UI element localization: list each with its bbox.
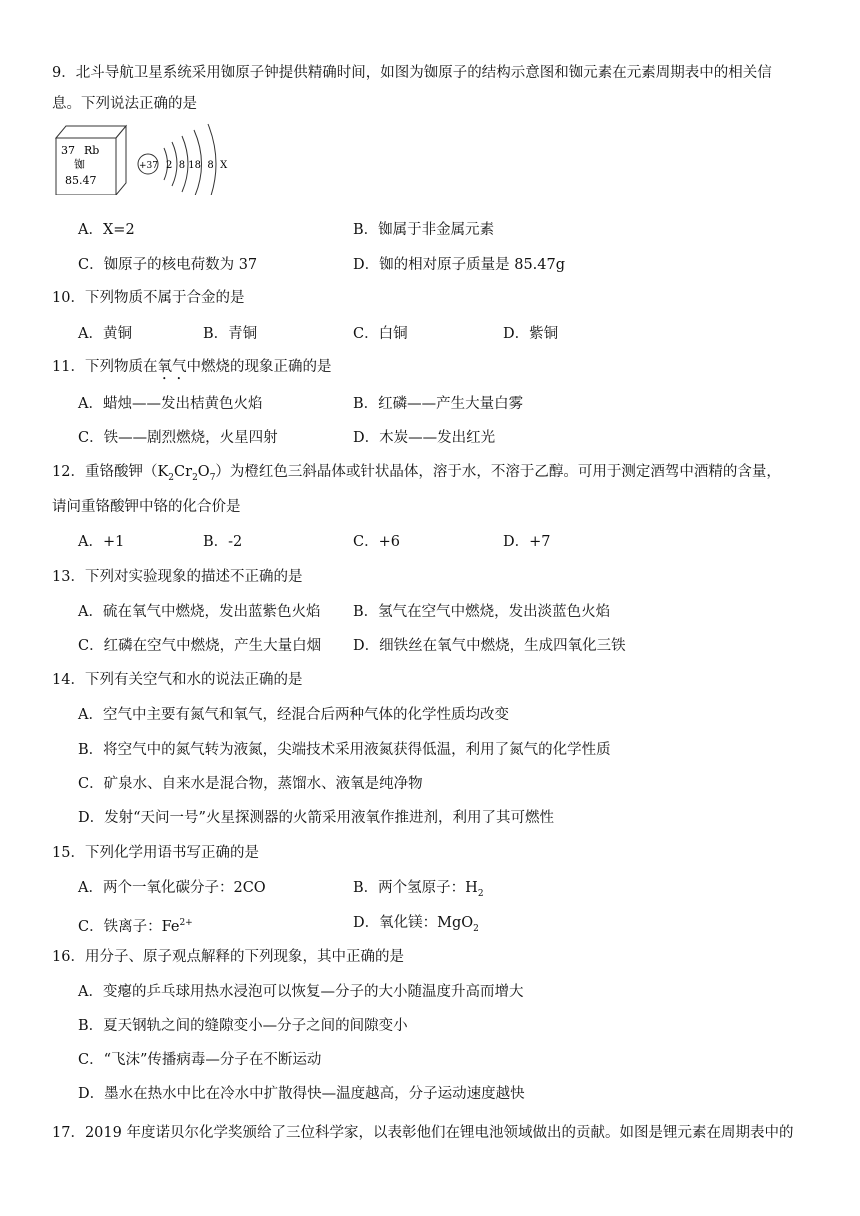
periodic-table-cell [56, 126, 126, 195]
q11-stem-post: 中燃烧的现象正确的是 [186, 359, 332, 375]
q10-option-a: A．黄铜 [78, 326, 132, 342]
q9-option-d: D．铷的相对原子质量是 85.47g [353, 257, 566, 273]
q14-option-c: C．矿泉水、自来水是混合物，蒸馏水、液氧是纯净物 [78, 776, 423, 792]
q12-stem-post: ）为橙红色三斜晶体或针状晶体，溶于水，不溶于乙醇。可用于测定酒驾中酒精的含量， [215, 464, 781, 480]
q10-option-d: D．紫铜 [503, 326, 559, 342]
q16-option-d: D．墨水在热水中比在冷水中扩散得快—温度越高，分子运动速度越快 [78, 1086, 525, 1102]
q11-stem-emphasis: 氧气 [157, 359, 187, 375]
q15-option-b [353, 878, 484, 904]
q10-option-b: B．青铜 [203, 326, 258, 342]
nucleus-charge: +37 [139, 161, 158, 171]
q14-option-b: B．将空气中的氮气转为液氮，尖端技术采用液氮获得低温，利用了氮气的化学性质 [78, 742, 611, 758]
q13-option-a: A．硫在氧气中燃烧，发出蓝紫色火焰 [78, 604, 321, 620]
q15-option-c-text: C．铁离子：Fe [78, 918, 180, 935]
q11-option-a: A．蜡烛——发出桔黄色火焰 [78, 396, 263, 412]
element-mass: 85.47 [65, 174, 97, 187]
q12-stem-line2: 请问重铬酸钾中铬的化合价是 [52, 499, 241, 515]
q12-option-a: A．+1 [78, 534, 125, 550]
q16-option-a: A．变瘪的乒乓球用热水浸泡可以恢复—分子的大小随温度升高而增大 [78, 984, 524, 1000]
q15-option-d [353, 913, 479, 939]
q9-stem-line1: 9．北斗导航卫星系统采用铷原子钟提供精确时间，如图为铷原子的结构示意图和铷元素在元素周期表中的相关信 [52, 65, 772, 81]
q12-o: O [197, 464, 210, 480]
q12-option-c: C．+6 [353, 534, 400, 550]
q12-sub-o: 7 [209, 472, 216, 483]
q15-option-b-sub: 2 [477, 888, 484, 899]
q14-stem: 14．下列有关空气和水的说法正确的是 [52, 672, 303, 688]
q13-option-d: D．细铁丝在氧气中燃烧，生成四氧化三铁 [353, 638, 626, 654]
q14-option-d: D．发射“天问一号”火星探测器的火箭采用液氧作推进剂，利用了其可燃性 [78, 810, 554, 826]
q12-cr: Cr [174, 464, 193, 480]
q16-stem: 16．用分子、原子观点解释的下列现象，其中正确的是 [52, 949, 404, 965]
q15-option-a: A．两个一氧化碳分子：2CO [78, 880, 266, 896]
q15-option-b-text: B．两个氢原子：H [353, 880, 478, 896]
element-symbol: Rb [84, 144, 100, 157]
q15-option-c-sup: 2+ [179, 918, 193, 928]
q10-stem: 10．下列物质不属于合金的是 [52, 290, 245, 306]
q11-stem-pre: 11．下列物质在 [52, 359, 158, 375]
q15-option-d-text: D．氧化镁：MgO [353, 915, 474, 931]
q11-option-c: C．铁——剧烈燃烧，火星四射 [78, 430, 278, 446]
q15-option-d-sub: 2 [473, 923, 479, 934]
q15-stem: 15．下列化学用语书写正确的是 [52, 845, 259, 861]
q10-option-c: C．白铜 [353, 326, 408, 342]
q13-option-b: B．氢气在空气中燃烧，发出淡蓝色火焰 [353, 604, 611, 620]
q11-option-d: D．木炭——发出红光 [353, 430, 496, 446]
q11-option-b: B．红磷——产生大量白雾 [353, 396, 524, 412]
q12-sub-k: 2 [168, 472, 175, 483]
q12-option-b: B．-2 [203, 534, 243, 550]
q9-option-c: C．铷原子的核电荷数为 37 [78, 257, 258, 273]
q14-option-a: A．空气中主要有氮气和氧气，经混合后两种气体的化学性质均改变 [78, 707, 509, 723]
q11-stem [52, 357, 331, 383]
element-name: 铷 [74, 158, 85, 171]
q9-option-a: A．X=2 [78, 222, 135, 238]
rubidium-figure [54, 120, 254, 195]
element-number: 37 [61, 144, 75, 157]
q16-option-c: C．“飞沫”传播病毒—分子在不断运动 [78, 1052, 322, 1068]
q17-stem: 17．2019 年度诺贝尔化学奖颁给了三位科学家，以表彰他们在锂电池领域做出的贡献。如图是锂元素在周期表中的 [52, 1125, 794, 1141]
q16-option-b: B．夏天钢轨之间的缝隙变小—分子之间的间隙变小 [78, 1018, 408, 1034]
q12-sub-cr: 2 [192, 472, 198, 483]
q12-stem-pre: 12．重铬酸钾（K [52, 464, 169, 480]
q12-option-d: D．+7 [503, 534, 551, 550]
q13-stem: 13．下列对实验现象的描述不正确的是 [52, 569, 303, 585]
q12-stem-line1 [52, 462, 781, 488]
electron-shells: 2 8 18 8 X [166, 160, 228, 171]
q9-stem-line2: 息。下列说法正确的是 [52, 96, 197, 112]
q13-option-c: C．红磷在空气中燃烧，产生大量白烟 [78, 638, 322, 654]
q15-option-c [78, 913, 193, 937]
atom-structure-diagram [138, 124, 228, 195]
q9-option-b: B．铷属于非金属元素 [353, 222, 495, 238]
